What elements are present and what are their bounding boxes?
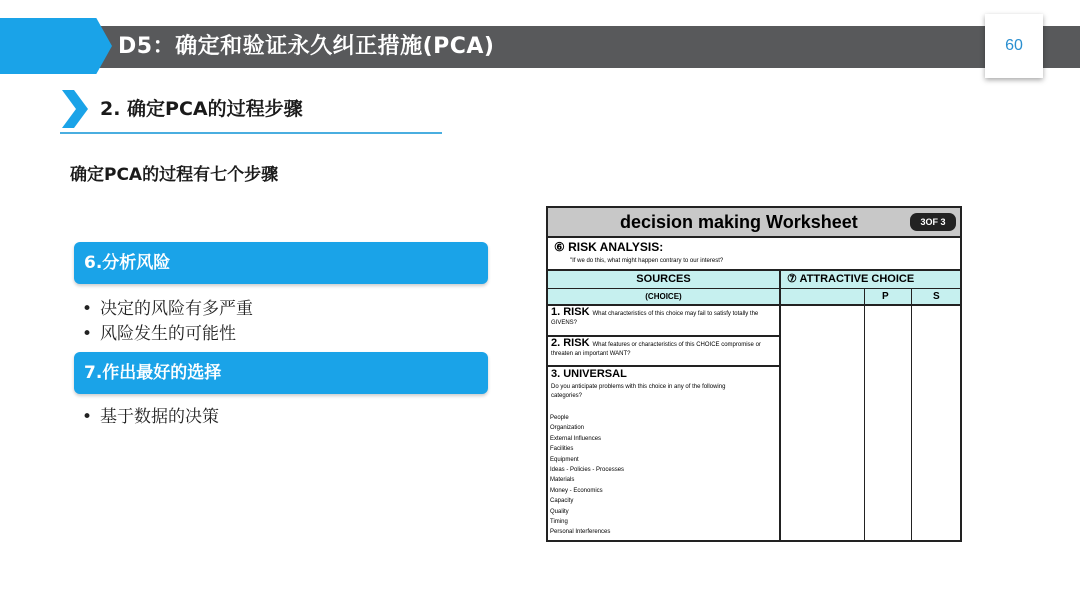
page-number-tab bbox=[985, 14, 1043, 78]
category-item: Timing bbox=[550, 519, 568, 525]
risk-row-title: 2. RISK bbox=[551, 337, 590, 349]
category-item: External Influences bbox=[550, 435, 602, 442]
risk-row-2 bbox=[551, 339, 777, 359]
attractive-choice-header: ⑦ ATTRACTIVE CHOICE bbox=[781, 271, 960, 288]
divider bbox=[548, 304, 960, 306]
risk-row-title: 1. RISK bbox=[551, 306, 590, 318]
category-item: Quality bbox=[550, 508, 569, 515]
category-item: Organization bbox=[550, 425, 585, 432]
step-label: 7.作出最好的选择 bbox=[84, 363, 222, 383]
worksheet-title-bar bbox=[548, 208, 960, 238]
chevron-right-icon bbox=[62, 90, 88, 128]
choice-subheader: (CHOICE) bbox=[548, 289, 779, 304]
category-item: Money - Economics bbox=[550, 487, 603, 494]
risk-analysis-note: "If we do this, what might happen contrary to our interest? bbox=[570, 258, 724, 264]
worksheet-title: decision making Worksheet bbox=[620, 212, 858, 232]
slide-title: D5：确定和验证永久纠正措施(PCA) bbox=[118, 34, 495, 59]
risk-row-desc: What characteristics of this choice may fail to satisfy totally the GIVENS? bbox=[551, 311, 759, 326]
step-box-analyze-risk bbox=[74, 242, 488, 284]
decision-worksheet bbox=[546, 206, 962, 542]
page-number: 60 bbox=[1005, 37, 1023, 54]
title-accent-arrow bbox=[0, 18, 112, 74]
category-item: Equipment bbox=[550, 456, 579, 463]
divider bbox=[548, 288, 960, 289]
column-s-label: S bbox=[933, 291, 940, 302]
category-item: Capacity bbox=[550, 498, 574, 505]
worksheet-page-badge: 3OF 3 bbox=[910, 213, 956, 231]
section-heading: 2. 确定PCA的过程步骤 bbox=[100, 98, 303, 120]
column-rule bbox=[911, 289, 912, 542]
column-rule bbox=[864, 289, 865, 542]
universal-row-title: 3. UNIVERSAL bbox=[551, 368, 627, 380]
universal-row-desc: Do you anticipate problems with this choice in any of the following categories? bbox=[551, 384, 726, 399]
intro-text: 确定PCA的过程有七个步骤 bbox=[70, 165, 279, 185]
category-item: Personal Interferences bbox=[550, 529, 611, 536]
risk-row-1 bbox=[551, 308, 777, 328]
category-item: Ideas - Policies - Processes bbox=[550, 467, 625, 473]
column-p-label: P bbox=[882, 291, 889, 302]
bullet-item: • 决定的风险有多严重 bbox=[82, 294, 253, 319]
category-item: Materials bbox=[550, 477, 575, 484]
bullet-item: • 基于数据的决策 bbox=[82, 402, 219, 427]
section-divider bbox=[60, 132, 442, 134]
step-label: 6.分析风险 bbox=[84, 253, 171, 273]
sources-header: SOURCES bbox=[548, 271, 779, 288]
column-rule bbox=[779, 269, 781, 542]
risk-row-desc: What features or characteristics of this CHOICE compromise or threaten an important WANT? bbox=[551, 342, 761, 357]
category-item: Facilities bbox=[550, 446, 574, 453]
bullet-item: • 风险发生的可能性 bbox=[82, 319, 236, 344]
divider bbox=[548, 365, 779, 367]
step-box-best-choice bbox=[74, 352, 488, 394]
category-item: People bbox=[550, 415, 569, 421]
risk-analysis-title: ⑥ RISK ANALYSIS: bbox=[554, 240, 664, 254]
